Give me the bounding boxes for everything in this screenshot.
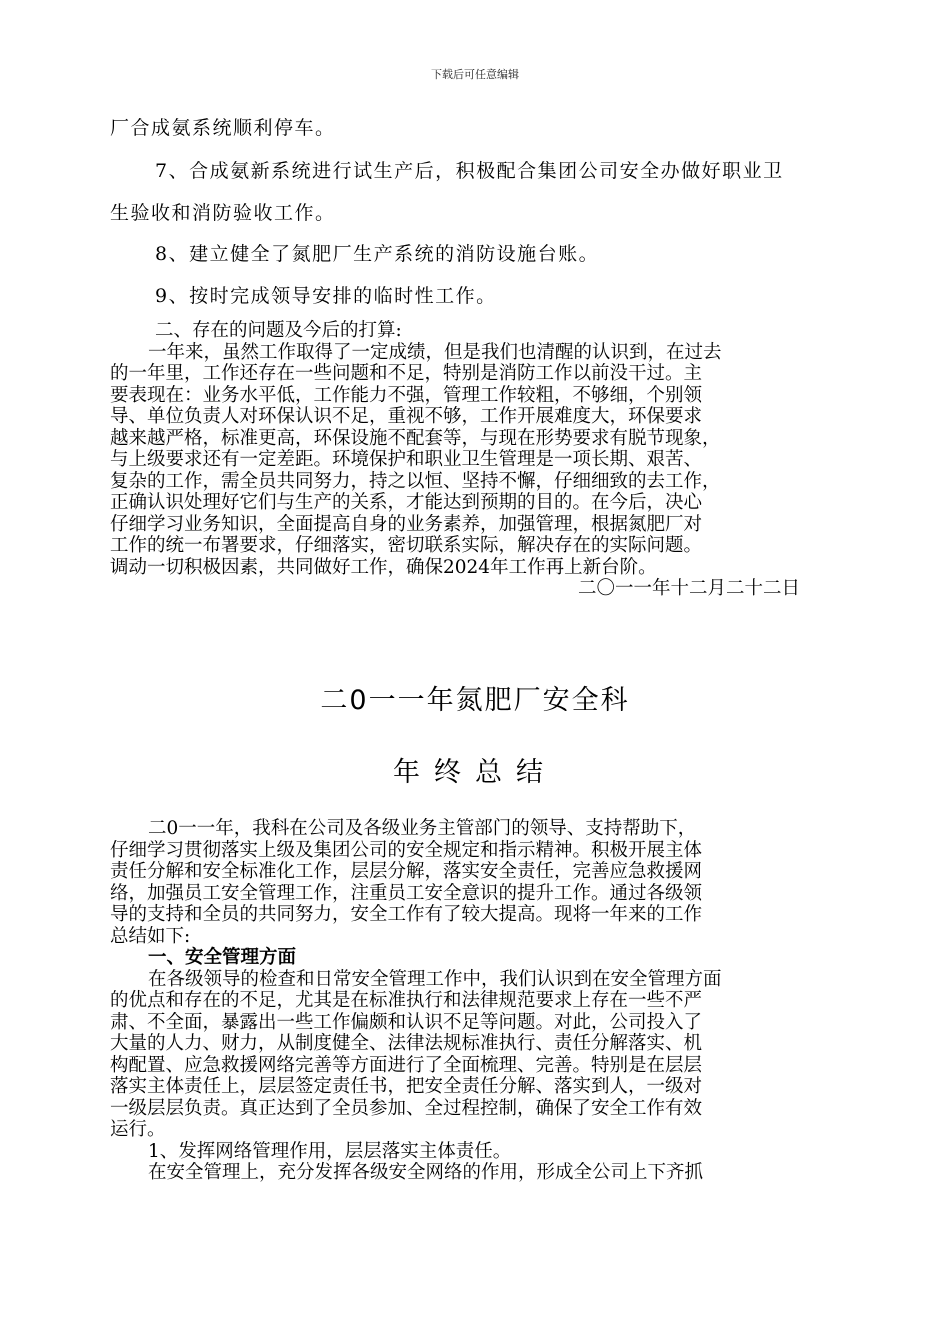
paragraph-line: 仔细学习贯彻落实上级及集团公司的安全规定和指示精神。积极开展主体 <box>110 839 703 861</box>
section-heading: 一、安全管理方面 <box>148 947 297 968</box>
list-item: 厂合成氨系统顺利停车。 <box>110 117 336 139</box>
paragraph-line: 在各级领导的检查和日常安全管理工作中，我们认识到在安全管理方面 <box>148 968 722 990</box>
paragraph-line: 的优点和存在的不足，尤其是在标准执行和法律规范要求上存在一些不严 <box>110 990 703 1011</box>
paragraph-line: 络，加强员工安全管理工作，注重员工安全意识的提升工作。通过各级领 <box>110 882 703 904</box>
paragraph-line: 正确认识处理好它们与生产的关系，才能达到预期的目的。在今后，决心 <box>110 492 703 513</box>
paragraph-line: 构配置、应急救援网络完善等方面进行了全面梳理、完善。特别是在层层 <box>110 1054 703 1076</box>
paragraph-line: 运行。 <box>110 1119 166 1140</box>
paragraph-line: 在安全管理上，充分发挥各级安全网络的作用，形成全公司上下齐抓 <box>148 1162 704 1183</box>
paragraph-line: 责任分解和安全标准化工作，层层分解，落实安全责任，完善应急救援网 <box>110 861 703 882</box>
paragraph-line: 的一年里，工作还存在一些问题和不足，特别是消防工作以前没干过。主 <box>110 363 703 384</box>
paragraph-line: 调动一切积极因素，共同做好工作，确保2024年工作再上新台阶。 <box>110 556 657 578</box>
paragraph-line: 落实主体责任上，层层签定责任书，把安全责任分解、落实到人，一级对 <box>110 1076 703 1097</box>
list-item: 7、合成氨新系统进行试生产后，积极配合集团公司安全办做好职业卫 <box>155 160 784 182</box>
paragraph-line: 工作的统一布署要求，仔细落实，密切联系实际，解决存在的实际问题。 <box>110 535 703 556</box>
paragraph-line: 导、单位负责人对环保认识不足，重视不够，工作开展难度大，环保要求 <box>110 406 703 427</box>
list-item: 8、建立健全了氮肥厂生产系统的消防设施台账。 <box>155 243 600 265</box>
problems-section <box>110 320 855 600</box>
list-item: 9、按时完成领导安排的临时性工作。 <box>155 285 497 307</box>
paragraph-line: 越来越严格，标准更高，环保设施不配套等，与现在形势要求有脱节现象， <box>110 427 721 449</box>
document-subtitle: 年终总结 <box>393 757 557 788</box>
list-item: 生验收和消防验收工作。 <box>110 202 336 224</box>
paragraph-line: 与上级要求还有一定差距。环境保护和职业卫生管理是一项长期、艰苦、 <box>110 449 703 470</box>
paragraph-line: 肃、不全面，暴露出一些工作偏颇和认识不足等问题。对此，公司投入了 <box>110 1011 703 1033</box>
paragraph-line: 总结如下: <box>110 925 191 947</box>
intro-section <box>110 818 855 1184</box>
paragraph-line: 复杂的工作，需全员共同努力，持之以恒、坚持不懈，仔细细致的去工作， <box>110 470 721 492</box>
section-heading: 二、存在的问题及今后的打算: <box>155 320 402 341</box>
paragraph-line: 二0一一年，我科在公司及各级业务主管部门的领导、支持帮助下， <box>148 818 697 839</box>
paragraph-line: 一年来，虽然工作取得了一定成绩，但是我们也清醒的认识到，在过去 <box>148 341 722 363</box>
paragraph-line: 大量的人力、财力，从制度健全、法律法规标准执行、责任分解落实、机 <box>110 1033 703 1054</box>
paragraph-line: 导的支持和全员的共同努力，安全工作有了较大提高。现将一年来的工作 <box>110 904 703 925</box>
paragraph-line: 仔细学习业务知识，全面提高自身的业务素养，加强管理，根据氮肥厂对 <box>110 513 703 535</box>
document-title: 二0一一年氮肥厂安全科 <box>320 685 630 716</box>
paragraph-line: 要表现在：业务水平低，工作能力不强，管理工作较粗，不够细，个别领 <box>110 384 703 406</box>
item-heading: 1、发挥网络管理作用，层层落实主体责任。 <box>148 1140 512 1162</box>
header-note: 下载后可任意编辑 <box>431 68 519 81</box>
paragraph-line: 一级层层负责。真正达到了全员参加、全过程控制，确保了安全工作有效 <box>110 1097 703 1119</box>
date-line: 二〇一一年十二月二十二日 <box>577 578 800 599</box>
